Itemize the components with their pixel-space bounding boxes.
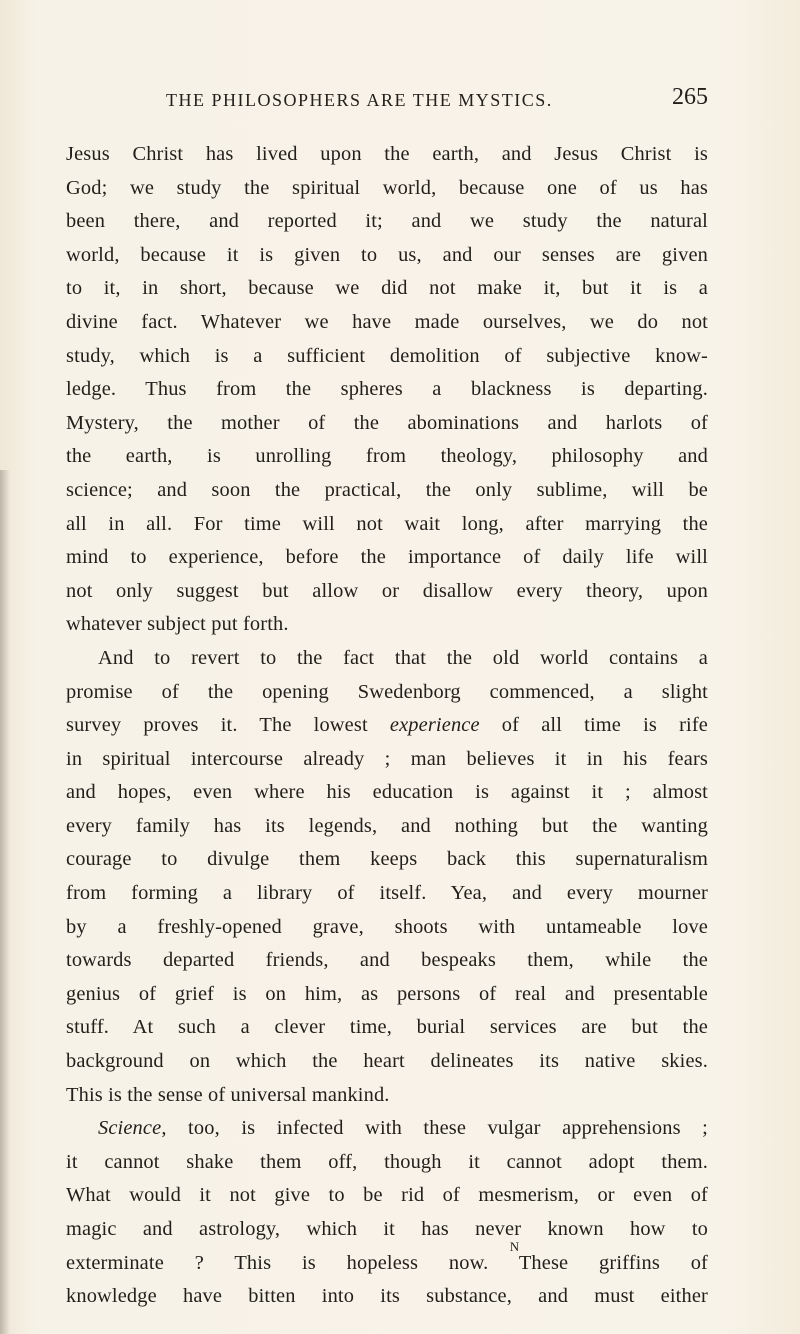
text-line: stuff. At such a clever time, burial services are but the xyxy=(66,1016,708,1039)
text-line xyxy=(66,1112,708,1146)
text-line: Jesus Christ has lived upon the earth, and Jesus Christ is xyxy=(66,143,708,165)
text-line: genius of grief is on him, as persons of real and presentable xyxy=(66,982,708,1005)
text-line: knowledge have bitten into its substance, and must either xyxy=(66,1285,708,1308)
page-edge-shadow xyxy=(0,470,10,1334)
text-line: courage to divulge them keeps back this supernaturalism xyxy=(66,848,708,871)
text-segment: , too, is infected with these vulgar apprehensions ; xyxy=(161,1117,708,1140)
page-number: 265 xyxy=(672,84,708,110)
running-title: THE PHILOSOPHERS ARE THE MYSTICS. xyxy=(166,90,553,110)
text-line: God; we study the spiritual world, because one of us has xyxy=(66,176,708,199)
text-line: What would it not give to be rid of mesmerism, or even of xyxy=(66,1184,708,1207)
signature-mark: N xyxy=(509,1239,521,1254)
italic-word: Science xyxy=(98,1117,162,1140)
text-line: exterminate ? This is hopeless now. These griffins of xyxy=(66,1251,708,1274)
text-line: all in all. For time will not wait long, after marrying the xyxy=(66,512,708,535)
text-line: And to revert to the fact that the old world contains a xyxy=(98,646,708,669)
text-line: Mystery, the mother of the abominations and harlots of xyxy=(66,411,708,434)
text-line: ledge. Thus from the spheres a blackness is departing. xyxy=(66,378,708,401)
text-line: promise of the opening Swedenborg commenced, a slight xyxy=(66,680,708,703)
text-line: magic and astrology, which it has never known how to xyxy=(66,1218,708,1240)
text-line: not only suggest but allow or disallow every theory, upon xyxy=(66,579,708,602)
text-line: every family has its legends, and nothing but the wanting xyxy=(66,814,708,837)
text-line: mind to experience, before the importance of daily life will xyxy=(66,546,708,569)
text-line: to it, in short, because we did not make it, but it is a xyxy=(66,277,708,300)
text-line: by a freshly-opened grave, shoots with untameable love xyxy=(66,915,708,938)
text-segment: survey proves it. The lowest xyxy=(66,714,390,737)
text-line: science; and soon the practical, the only sublime, will be xyxy=(66,478,708,501)
italic-word: experience xyxy=(389,714,480,737)
text-line: from forming a library of itself. Yea, and every mourner xyxy=(66,882,708,905)
page-header xyxy=(166,84,708,118)
text-line: world, because it is given to us, and our senses are given xyxy=(66,243,708,266)
text-line: background on which the heart delineates its native skies. xyxy=(66,1050,708,1073)
text-line: towards departed friends, and bespeaks them, while the xyxy=(66,949,708,972)
body-text xyxy=(66,138,708,1314)
text-line xyxy=(66,709,708,743)
text-line: been there, and reported it; and we study the natural xyxy=(66,210,708,233)
text-line: in spiritual intercourse already ; man believes it in his fears xyxy=(66,747,708,770)
text-line: the earth, is unrolling from theology, philosophy and xyxy=(66,445,708,468)
text-line: whatever subject put forth. xyxy=(66,613,289,636)
text-line: and hopes, even where his education is against it ; almost xyxy=(66,781,708,804)
text-line: divine fact. Whatever we have made ourselves, we do not xyxy=(66,310,708,333)
text-segment: of all time is rife xyxy=(479,714,708,737)
text-line: study, which is a sufficient demolition of subjective know- xyxy=(66,344,708,367)
text-line: it cannot shake them off, though it cannot adopt them. xyxy=(66,1150,708,1173)
text-line: This is the sense of universal mankind. xyxy=(66,1083,390,1106)
